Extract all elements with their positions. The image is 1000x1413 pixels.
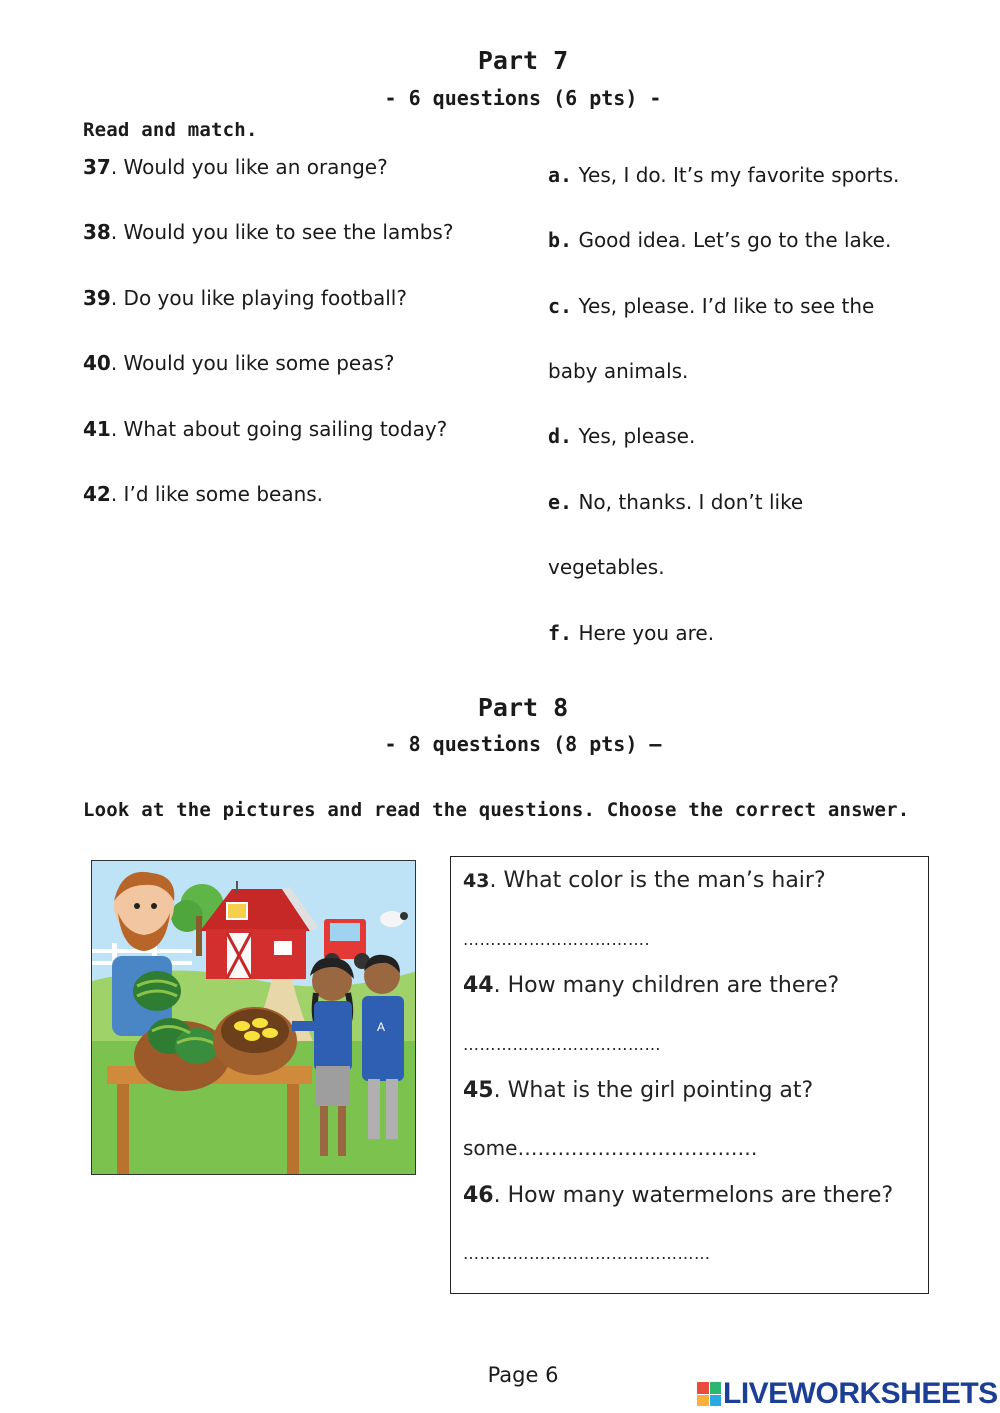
answer-b — [548, 228, 891, 252]
question-number: 38 — [83, 220, 111, 244]
answer-blank-46[interactable]: ……………………………………… — [463, 1244, 711, 1263]
answer-f — [548, 621, 714, 645]
answer-c-cont — [548, 359, 688, 383]
question-text: . What about going sailing today? — [110, 417, 448, 441]
liveworksheets-logo[interactable] — [697, 1378, 998, 1410]
question-number: 44 — [463, 973, 494, 998]
answer-text: No, thanks. I don’t like — [572, 490, 804, 514]
question-text: . How many children are there? — [493, 973, 840, 998]
answer-blank-44[interactable]: ……………………………… — [463, 1035, 661, 1054]
question-38 — [83, 220, 453, 244]
question-text: . I’d like some beans. — [110, 482, 324, 506]
question-text: . What is the girl pointing at? — [493, 1078, 814, 1103]
part7-title: Part 7 — [477, 46, 569, 75]
question-39 — [83, 286, 407, 310]
question-number: 43 — [463, 870, 490, 892]
question-number: 37 — [83, 155, 111, 179]
question-text: . How many watermelons are there? — [493, 1183, 894, 1208]
page-number: Page 6 — [487, 1363, 559, 1387]
question-text: . What color is the man’s hair? — [489, 868, 826, 893]
question-41 — [83, 417, 447, 441]
answer-text: Here you are. — [572, 621, 715, 645]
answer-blank-43[interactable]: ……………………………. — [463, 930, 651, 949]
question-text: . Do you like playing football? — [110, 286, 407, 310]
question-42 — [83, 482, 323, 506]
logo-text: LIVEWORKSHEETS — [723, 1377, 998, 1410]
question-text: . Would you like some peas? — [110, 351, 395, 375]
answer-letter: f. — [548, 621, 573, 645]
question-46 — [463, 1183, 893, 1208]
answer-letter: e. — [548, 490, 573, 514]
answer-text: Yes, please. I’d like to see the — [572, 294, 875, 318]
farm-scene — [92, 861, 416, 1175]
part7-instruction: Read and match. — [83, 119, 258, 141]
answer-e-cont — [548, 555, 665, 579]
answer-text: Yes, I do. It’s my favorite sports. — [572, 163, 900, 187]
question-number: 39 — [83, 286, 111, 310]
answer-text: Yes, please. — [572, 424, 696, 448]
answer-text: Good idea. Let’s go to the lake. — [572, 228, 892, 252]
question-text: . Would you like to see the lambs? — [110, 220, 454, 244]
question-43 — [463, 868, 826, 893]
part8-instruction: Look at the pictures and read the questions. Choose the correct answer. — [83, 799, 910, 821]
answer-a — [548, 163, 899, 187]
answer-letter: a. — [548, 163, 573, 187]
question-40 — [83, 351, 395, 375]
question-45 — [463, 1078, 813, 1103]
part7-subtitle: - 6 questions (6 pts) - — [384, 86, 662, 110]
part8-question-box — [450, 856, 929, 1294]
part8-title: Part 8 — [477, 693, 569, 722]
answer-e — [548, 490, 803, 514]
answer-d — [548, 424, 695, 448]
question-text: . Would you like an orange? — [110, 155, 388, 179]
answer-text: baby animals. — [548, 359, 689, 383]
part8-subtitle: - 8 questions (8 pts) – — [384, 732, 662, 756]
question-number: 45 — [463, 1078, 494, 1103]
question-37 — [83, 155, 388, 179]
question-number: 40 — [83, 351, 111, 375]
answer-letter: b. — [548, 228, 573, 252]
answer-letter: d. — [548, 424, 573, 448]
answer-letter: c. — [548, 294, 573, 318]
answer-text: vegetables. — [548, 555, 665, 579]
question-number: 41 — [83, 417, 111, 441]
liveworksheets-logo-icon — [697, 1382, 721, 1406]
farm-market-illustration — [91, 860, 416, 1175]
question-number: 42 — [83, 482, 111, 506]
svg-text:A: A — [377, 1020, 386, 1034]
answer-c — [548, 294, 874, 318]
answer-blank-45[interactable]: some……………………………… — [463, 1136, 758, 1160]
question-44 — [463, 973, 839, 998]
question-number: 46 — [463, 1183, 494, 1208]
